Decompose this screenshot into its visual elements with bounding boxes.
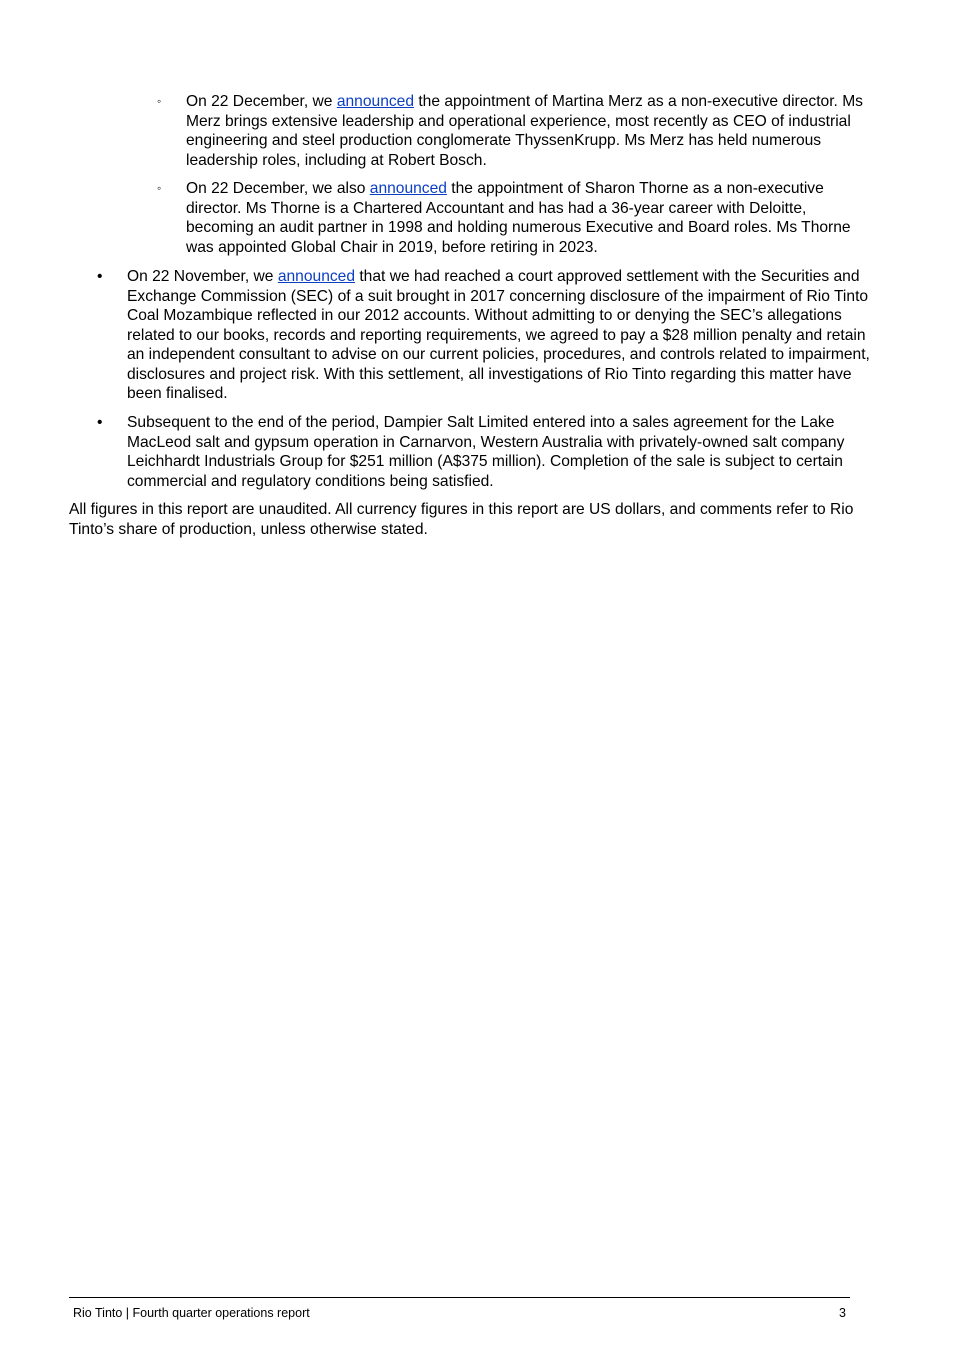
- sub-list-item-thorne: [186, 179, 876, 257]
- footer-title: Rio Tinto | Fourth quarter operations report: [73, 1306, 310, 1320]
- item-text-after: that we had reached a court approved settlement with the Securities and Exchange Commission (SEC) of a suit brought in 2017 concerning disclosure of the impairment of Rio Tinto Coal Mozambique reflected in our 2012 accounts. Without admitting to or denying the SEC’s allegations related to our books, records and reporting requirements, we agreed to pay a $28 million penalty and retain an independent consultant to advise on our current policies, procedures, and controls related to impairment, disclosures and project risk. With this settlement, all investigations of Rio Tinto regarding this matter have been finalised.: [127, 268, 870, 402]
- announced-link-thorne[interactable]: announced: [369, 180, 447, 197]
- sub-list-item-merz: [186, 92, 876, 170]
- list-item-dampier-salt: Subsequent to the end of the period, Dampier Salt Limited entered into a sales agreement for the Lake MacLeod salt and gypsum operation in Carnarvon, Western Australia with privately-owned salt company Leichhardt Industrials Group for $251 million (A$375 million). Completion of the sale is subject to certain commercial and regulatory conditions being satisfied.: [127, 414, 845, 490]
- footer-divider: [69, 1297, 850, 1298]
- sub-item-text-after: the appointment of Sharon Thorne as a non-executive director. Ms Thorne is a Chartered Accountant and has had a 36-year career with Deloitte, becoming an audit partner in 1998 and holding numerous Executive and Board roles. Ms Thorne was appointed Global Chair in 2019, before retiring in 2023.: [186, 180, 851, 256]
- sub-bullet-marker: ◦: [157, 94, 162, 108]
- sub-item-text-before: On 22 December, we also: [186, 180, 370, 197]
- list-item-sec-settlement: [127, 267, 872, 404]
- sub-bullet-marker: ◦: [157, 181, 162, 195]
- bullet-marker: •: [97, 268, 103, 285]
- page-number: 3: [839, 1306, 846, 1320]
- bullet-marker: •: [97, 414, 103, 431]
- sub-item-text-after: the appointment of Martina Merz as a non-executive director. Ms Merz brings extensive leadership and operational experience, most recently as CEO of industrial engineering and steel production conglomerate ThyssenKrupp. Ms Merz has held numerous leadership roles, including at Robert Bosch.: [186, 93, 863, 169]
- closing-paragraph: All figures in this report are unaudited. All currency figures in this report are US dollars, and comments refer to Rio Tinto’s share of production, unless otherwise stated.: [69, 501, 854, 538]
- announced-link-merz[interactable]: announced: [336, 93, 415, 110]
- announced-link-sec[interactable]: announced: [277, 268, 356, 285]
- item-text-before: On 22 November, we: [127, 268, 278, 285]
- sub-item-text-before: On 22 December, we: [186, 93, 337, 110]
